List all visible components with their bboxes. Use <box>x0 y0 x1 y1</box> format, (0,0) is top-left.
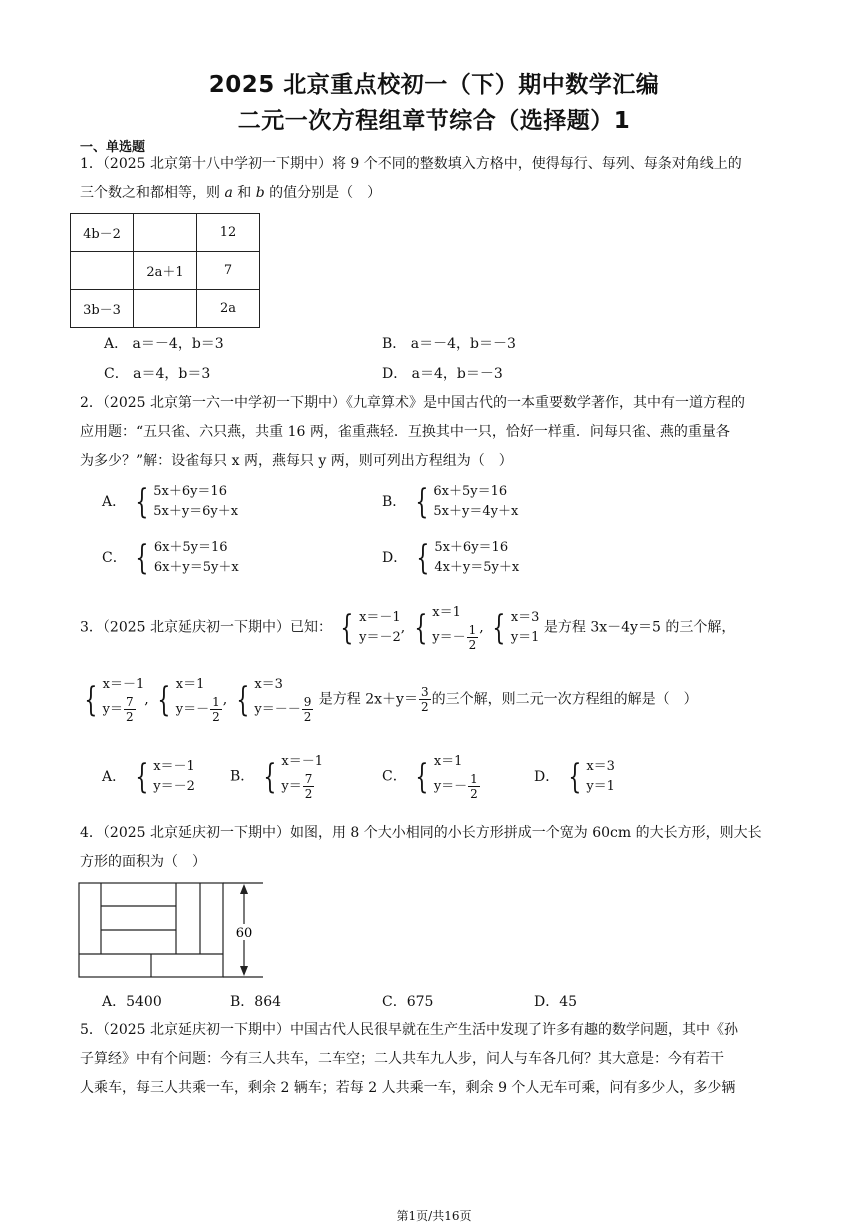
q1-option-b: B． a＝－4，b＝－3 <box>382 336 516 352</box>
q3-option-c: C． { x＝1 y＝－ $\frac{1}{2}$ <box>382 754 478 801</box>
grid-cell: 12 <box>197 214 260 252</box>
q4-line2: 方形的面积为（ ） <box>80 854 206 870</box>
q2-option-c: C． { 6x＋5y＝16 6x＋y＝5y＋x <box>102 538 239 578</box>
q3-option-b: B． { x＝－1 y＝ $\frac{7}{2}$ <box>230 754 323 801</box>
rectangles-diagram <box>78 882 268 980</box>
magic-square-grid <box>70 213 260 328</box>
q3-option-a: A． { x＝－1 y＝－2 <box>102 757 195 797</box>
grid-cell <box>71 252 134 290</box>
q2-option-d: D． { 5x＋6y＝16 4x＋y＝5y＋x <box>382 538 520 578</box>
q3-line2: { x＝－1 y＝ $\frac{7}{2}$ , { x＝1 y＝－ $\frac{1}{2}$ , { x＝3 y＝－－ $\frac{9}{2}$ 是方程 2x＋y＝ $\frac{3}{2}$ 的三个解，则二元一次方程组的解是（ ） <box>84 677 698 724</box>
page-number: 第1页/共16页 <box>396 1209 472 1223</box>
q3-line1: 3．（2025 北京延庆初一下期中）已知： { x＝－1 y＝－2 , { x＝1 y＝－ $\frac{1}{2}$ , { x＝3 y＝1 是方程 3x－4y＝5 的三个解， <box>80 605 736 652</box>
q1-option-a: A． a＝－4，b＝3 <box>104 336 224 352</box>
q5-line1: 5．（2025 北京延庆初一下期中）中国古代人民很早就在生产生活中发现了许多有趣的数学问题，其中《孙 <box>80 1022 738 1038</box>
grid-cell: 3b－3 <box>71 290 134 328</box>
q5-line2: 子算经》中有个问题：今有三人共车，二车空；二人共车九人步，问人与车各几何？其大意是：今有若干 <box>80 1051 724 1067</box>
q1-line1: 1．（2025 北京第十八中学初一下期中）将 9 个不同的整数填入方格中，使得每行、每列、每条对角线上的 <box>80 156 742 172</box>
grid-cell: 4b－2 <box>71 214 134 252</box>
q2-line2: 应用题：“五只雀、六只燕，共重 16 两，雀重燕轻．互换其中一只，恰好一样重．问每只雀、燕的重量各 <box>80 424 730 440</box>
grid-cell: 7 <box>197 252 260 290</box>
q2-line3: 为多少？”解：设雀每只 x 两，燕每只 y 两，则可列出方程组为（ ） <box>80 453 513 469</box>
q2-line1: 2．（2025 北京第一六一中学初一下期中）《九章算术》是中国古代的一本重要数学著作，其中有一道方程的 <box>80 395 745 411</box>
q1-option-c: C． a＝4，b＝3 <box>104 366 211 382</box>
q1-option-d: D． a＝4，b＝－3 <box>382 366 503 382</box>
grid-cell <box>134 290 197 328</box>
q1-line2: 三个数之和都相等，则 a 和 b 的值分别是（ ） <box>80 185 382 201</box>
q4-line1: 4．（2025 北京延庆初一下期中）如图，用 8 个大小相同的小长方形拼成一个宽为 60cm 的大长方形，则大长 <box>80 825 762 841</box>
grid-cell <box>134 214 197 252</box>
page-title-line2: 二元一次方程组章节综合（选择题）1 <box>237 108 631 134</box>
q3-option-d: D． { x＝3 y＝1 <box>534 757 615 797</box>
page-title-line1: 2025 北京重点校初一（下）期中数学汇编 <box>208 72 660 98</box>
q2-option-a: A． { 5x＋6y＝16 5x＋y＝6y＋x <box>102 482 239 522</box>
q5-line3: 人乘车，每三人共乘一车，剩余 2 辆车；若每 2 人共乘一车，剩余 9 个人无车可乘，问有多少人，多少辆 <box>80 1080 736 1096</box>
q4-option-d: D．45 <box>534 994 578 1010</box>
q2-option-b: B． { 6x＋5y＝16 5x＋y＝4y＋x <box>382 482 519 522</box>
q4-option-a: A．5400 <box>102 994 162 1010</box>
q4-option-b: B．864 <box>230 994 282 1010</box>
grid-cell: 2a <box>197 290 260 328</box>
section-heading: 一、单选题 <box>80 140 146 155</box>
q4-option-c: C．675 <box>382 994 434 1010</box>
grid-cell: 2a＋1 <box>134 252 197 290</box>
dimension-label: 60 <box>235 926 253 941</box>
